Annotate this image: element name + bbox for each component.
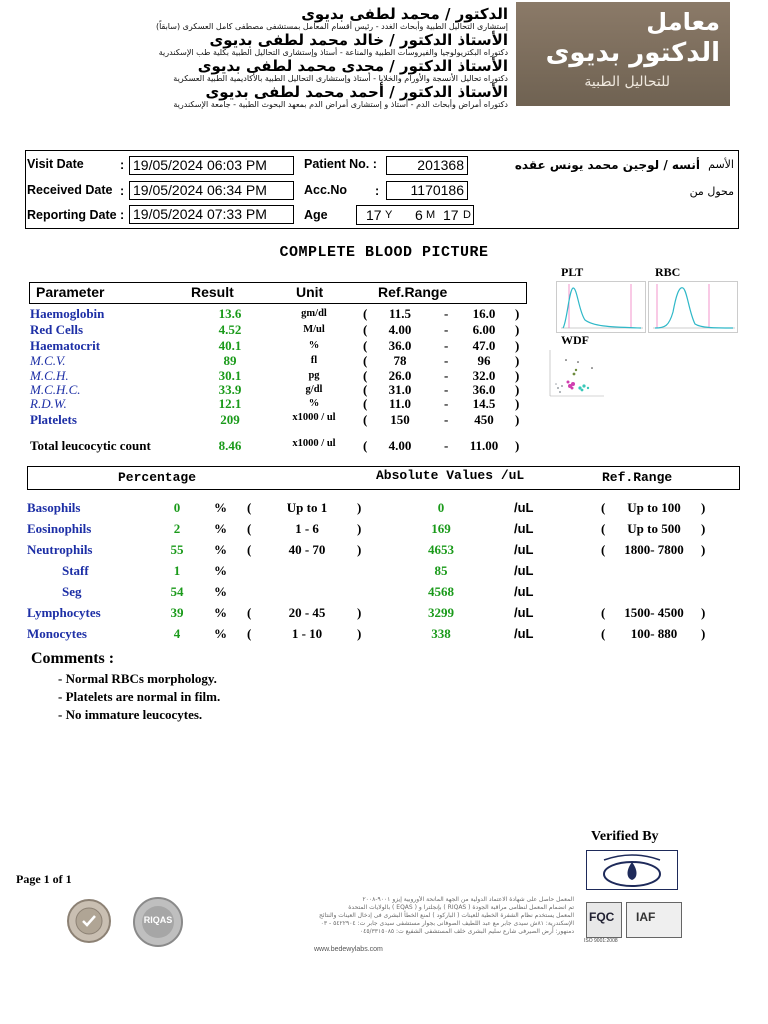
reporting-date-label: Reporting Date : (27, 208, 125, 222)
age-days: 17 (443, 207, 459, 223)
diff-percent-sign: % (214, 563, 227, 578)
diff-range-open: ( (247, 605, 252, 620)
footer-barcode-line: المعمل يستخدم نظام الشفرة الخطية للعينات ( الباركود ) لمنع الخطأ البشرى فى إدخال العينات والنتائج (318, 912, 574, 919)
cbc-ref-dash: - (444, 306, 449, 321)
header-absolute-values: Absolute Values /uL (376, 468, 525, 483)
cbc-result: 33.9 (218, 382, 242, 397)
cbc-result: 13.6 (218, 306, 242, 321)
footer-qc-line: تم انضمام المعمل لنظامى مراقبة الجودة ( RIQAS ) بإنجلترا و ( EQAS ) بالولايات المتحدة (348, 904, 574, 911)
cbc-ref-high: 32.0 (472, 368, 496, 383)
cbc-ref-open: ( (363, 338, 368, 353)
footer-accreditation (14, 890, 754, 952)
diff-percent: 0 (173, 500, 181, 515)
cbc-unit: % (308, 398, 320, 409)
cbc-unit: pg (308, 370, 320, 381)
diff-range: 1 - 6 (295, 521, 319, 536)
comment-line: - Platelets are normal in film. (58, 689, 221, 704)
cbc-ref-open: ( (363, 382, 368, 397)
lab-logo (516, 2, 730, 106)
patient-name-value: أنسه / لوجين محمد يونس عقده (514, 158, 700, 172)
diff-percent-sign: % (214, 500, 227, 515)
cbc-param-name: M.C.H. (30, 368, 69, 383)
diff-range-close: ) (357, 521, 362, 536)
diff-percent-sign: % (214, 521, 227, 536)
header-unit: Unit (296, 284, 324, 300)
diff-range-open: ( (247, 521, 252, 536)
tlc-ref-high: 11.00 (469, 438, 499, 453)
diff-ref-range: Up to 100 (627, 500, 681, 515)
diff-cell-name: Staff (62, 563, 89, 578)
diff-ref-range: 100- 880 (630, 626, 678, 641)
cbc-ref-dash: - (444, 396, 449, 411)
cbc-ref-open: ( (363, 322, 368, 337)
cbc-ref-high: 36.0 (472, 382, 496, 397)
wdf-graph-label: WDF (561, 333, 589, 347)
diff-percent-sign: % (214, 584, 227, 599)
cbc-ref-close: ) (515, 396, 520, 411)
diff-absolute-unit: /uL (514, 563, 534, 578)
visit-date-colon: : (120, 158, 125, 172)
cbc-ref-high: 47.0 (472, 338, 496, 353)
diff-percent: 1 (173, 563, 181, 578)
cbc-param-name: M.C.H.C. (30, 382, 81, 397)
cbc-param-name: Haemoglobin (30, 306, 105, 321)
cbc-ref-low: 36.0 (388, 338, 412, 353)
diff-ref-close: ) (701, 521, 706, 536)
diff-percent-sign: % (214, 542, 227, 557)
diff-cell-name: Lymphocytes (27, 605, 101, 620)
tlc-ref-dash: - (444, 438, 449, 453)
doctor-name-3: الأستاذ الدكتور / مجدى محمد لطفى بديوى (197, 57, 508, 75)
logo-line-1: معامل (646, 8, 720, 36)
tlc-result: 8.46 (218, 438, 242, 453)
visit-date-value: 19/05/2024 06:03 PM (129, 156, 294, 175)
age-years: 17 (366, 207, 382, 223)
header-parameter: Parameter (36, 284, 105, 300)
logo-line-3: للتحاليل الطبية (584, 74, 670, 90)
verification-stamp-icon (586, 850, 678, 890)
received-date-colon: : (120, 184, 125, 198)
cbc-ref-low: 4.00 (388, 322, 412, 337)
cbc-ref-low: 150 (390, 412, 410, 427)
diff-percent-sign: % (214, 605, 227, 620)
cbc-unit: g/dl (305, 384, 323, 395)
comments-list (58, 670, 220, 724)
diff-absolute: 169 (431, 521, 451, 536)
cbc-result: 30.1 (218, 368, 242, 383)
cbc-ref-close: ) (515, 306, 520, 321)
cbc-result: 12.1 (218, 396, 242, 411)
diff-percent: 39 (170, 605, 184, 620)
footer-accreditation-line: المعمل حاصل على شهادة الاعتماد الدولية من الجهة المانحة الأوروبية إيزو ٩٠٠١-٢٠٠٨ (362, 896, 574, 903)
cbc-ref-low: 26.0 (388, 368, 412, 383)
cbc-ref-dash: - (444, 322, 449, 337)
diff-range: Up to 1 (286, 500, 328, 515)
diff-percent: 54 (170, 584, 184, 599)
cbc-ref-dash: - (444, 353, 449, 368)
cbc-ref-low: 78 (393, 353, 407, 368)
diff-range-close: ) (357, 542, 362, 557)
lab-header-doctors (28, 5, 508, 109)
cbc-unit: gm/dl (301, 308, 327, 319)
cbc-ref-open: ( (363, 306, 368, 321)
diff-absolute-unit: /uL (514, 521, 534, 536)
iso-text: ISO 9001:2008 (584, 938, 618, 944)
age-months-unit: M (426, 209, 436, 221)
cbc-ref-high: 450 (474, 412, 494, 427)
cbc-unit: % (308, 340, 320, 351)
rbc-graph-label: RBC (655, 265, 681, 279)
doctor-name-2: الأستاذ الدكتور / خالد محمد لطفى بديوى (209, 31, 508, 49)
reporting-date-value: 19/05/2024 07:33 PM (129, 205, 294, 224)
doctor-name-4: الأستاذ الدكتور / أحمد محمد لطفى بديوى (205, 83, 508, 101)
diff-cell-name: Seg (62, 584, 82, 599)
cbc-ref-open: ( (363, 396, 368, 411)
cbc-param-name: Platelets (30, 412, 77, 427)
diff-ref-open: ( (601, 500, 606, 515)
verified-by-label: Verified By (591, 829, 659, 844)
header-result: Result (191, 284, 234, 300)
diff-ref-range: 1800- 7800 (624, 542, 684, 557)
diff-absolute-unit: /uL (514, 605, 534, 620)
tlc-ref-open: ( (363, 438, 368, 453)
diff-ref-close: ) (701, 626, 706, 641)
tlc-ref-low: 4.00 (388, 438, 412, 453)
footer-damanhour-address: دمنهور: أرض الصيرفى شارع سليم البشرى خلف المستشفى الشفيع ت: ٠٤٥/٣٣١٥٠٨٥ (359, 928, 574, 935)
cbc-ref-high: 6.00 (472, 322, 496, 337)
cbc-ref-low: 11.0 (388, 396, 412, 411)
rbc-histogram (648, 281, 738, 333)
diff-ref-range: 1500- 4500 (624, 605, 684, 620)
tlc-name: Total leucocytic count (30, 438, 151, 453)
patient-no-value: 201368 (386, 156, 468, 175)
patient-no-label: Patient No. : (304, 157, 377, 171)
cbc-param-name: Red Cells (30, 322, 84, 337)
diff-absolute: 338 (431, 626, 451, 641)
page-number: Page 1 of 1 (16, 872, 72, 886)
visit-date-label: Visit Date (27, 157, 84, 171)
cbc-result: 209 (220, 412, 240, 427)
iaf-text: IAF (636, 910, 656, 924)
cbc-param-name: R.D.W. (30, 396, 67, 411)
tlc-ref-close: ) (515, 438, 520, 453)
diff-percent-sign: % (214, 626, 227, 641)
cbc-param-name: M.C.V. (30, 353, 66, 368)
age-months: 6 (415, 207, 423, 223)
diff-absolute-unit: /uL (514, 584, 534, 599)
diff-range-open: ( (247, 626, 252, 641)
header-ref-range: Ref.Range (378, 284, 448, 300)
diff-cell-name: Monocytes (27, 626, 87, 641)
doctor-title-3: دكتوراه تحاليل الأنسجة والأورام والخلايا - أستاذ وإستشارى التحاليل الطبية بالأكاديمية الطبية العسكرية (173, 74, 508, 83)
wdf-scattergram (548, 348, 606, 398)
diff-range: 1 - 10 (291, 626, 323, 641)
doctor-title-2: دكتوراه البكتريولوجيا والفيروسات الطبية والمناعة - أستاذ وإستشارى التحاليل الطبية بكلية طب الإسكندرية (158, 48, 508, 57)
diff-cell-name: Neutrophils (27, 542, 93, 557)
diff-percent: 4 (173, 626, 181, 641)
diff-absolute: 0 (437, 500, 445, 515)
cbc-ref-close: ) (515, 338, 520, 353)
diff-ref-close: ) (701, 500, 706, 515)
diff-cell-name: Basophils (27, 500, 81, 515)
diff-absolute: 4568 (428, 584, 454, 599)
diff-ref-range: Up to 500 (627, 521, 681, 536)
cbc-ref-low: 11.5 (388, 306, 412, 321)
fqc-text: FQC (589, 910, 615, 924)
plt-graph-label: PLT (561, 265, 584, 279)
acc-no-colon: : (375, 184, 380, 198)
diff-absolute: 3299 (428, 605, 454, 620)
cbc-ref-open: ( (363, 353, 368, 368)
diff-percent: 55 (170, 542, 184, 557)
diff-percent: 2 (173, 521, 181, 536)
age-years-unit: Y (385, 209, 393, 221)
footer-text-block (204, 896, 574, 936)
cbc-ref-high: 96 (477, 353, 491, 368)
report-title: COMPLETE BLOOD PICTURE (279, 244, 489, 261)
age-value (356, 205, 474, 225)
cbc-result: 4.52 (218, 322, 242, 337)
footer-alex-address: الإسكندرية: ٨١ش سيدى جابر مع عبد اللطيف الصوفانى بجوار مستشفى سيدى جابر ت: ٥٤٢٢٩٠٤ - ٠٣ (320, 920, 574, 927)
cbc-ref-dash: - (444, 338, 449, 353)
doctor-title-4: دكتوراه أمراض وأبحاث الدم - أستاذ و إستشارى أمراض الدم بمعهد البحوث الطبية - جامعة الإسكندرية (173, 100, 508, 109)
age-label: Age (304, 208, 328, 222)
comments-title: Comments : (31, 650, 115, 667)
cbc-result: 40.1 (218, 338, 242, 353)
acc-no-value: 1170186 (386, 181, 468, 200)
diff-range-open: ( (247, 542, 252, 557)
diff-ref-open: ( (601, 521, 606, 536)
received-date-value: 19/05/2024 06:34 PM (129, 181, 294, 200)
diff-absolute: 85 (434, 563, 448, 578)
doctor-title-1: إستشارى التحاليل الطبية وأبحاث الغدد - رئيس أقسام المعامل بمستشفى مصطفى كامل العسكرى (سابقاً) (155, 22, 508, 31)
acc-no-label: Acc.No (304, 183, 348, 197)
diff-cell-name: Eosinophils (27, 521, 92, 536)
diff-range (270, 560, 344, 581)
cbc-ref-close: ) (515, 353, 520, 368)
diff-range-close: ) (357, 626, 362, 641)
cbc-unit: fl (310, 355, 318, 366)
header-percentage: Percentage (118, 470, 197, 485)
received-date-label: Received Date (27, 183, 113, 197)
plt-histogram (556, 281, 646, 333)
cbc-result: 89 (223, 353, 237, 368)
header-diff-ref-range: Ref.Range (602, 470, 673, 485)
diff-ref-open: ( (601, 626, 606, 641)
cbc-ref-open: ( (363, 368, 368, 383)
doctor-name-1: الدكتور / محمد لطفى بديوى (301, 5, 508, 23)
cbc-ref-open: ( (363, 412, 368, 427)
cbc-ref-dash: - (444, 412, 449, 427)
diff-range: 40 - 70 (288, 542, 326, 557)
diff-ref-close: ) (701, 605, 706, 620)
cbc-ref-close: ) (515, 322, 520, 337)
diff-range: 20 - 45 (288, 605, 326, 620)
cbc-ref-dash: - (444, 382, 449, 397)
diff-ref-close: ) (701, 542, 706, 557)
diff-absolute-unit: /uL (514, 500, 534, 515)
cbc-unit: M/ul (303, 324, 325, 335)
referred-from-label: محول من (689, 185, 734, 198)
cbc-ref-high: 16.0 (472, 306, 496, 321)
cbc-ref-dash: - (444, 368, 449, 383)
logo-line-2: الدكتور بديوى (545, 38, 720, 68)
footer-website: www.bedewylabs.com (314, 946, 383, 953)
quality-seal-icon (66, 898, 112, 944)
cbc-ref-low: 31.0 (388, 382, 412, 397)
diff-range (270, 581, 344, 602)
patient-name-label: الأسم (708, 158, 734, 171)
cbc-ref-close: ) (515, 412, 520, 427)
diff-ref-range (616, 560, 692, 581)
diff-absolute-unit: /uL (514, 542, 534, 557)
cbc-param-name: Haematocrit (30, 338, 101, 353)
diff-range-open: ( (247, 500, 252, 515)
age-days-unit: D (463, 209, 471, 221)
cbc-ref-high: 14.5 (472, 396, 496, 411)
diff-ref-range (616, 581, 692, 602)
diff-range-close: ) (357, 605, 362, 620)
diff-absolute-unit: /uL (514, 626, 534, 641)
diff-ref-open: ( (601, 605, 606, 620)
comment-line: - No immature leucocytes. (58, 707, 203, 722)
diff-absolute: 4653 (428, 542, 454, 557)
cbc-unit: x1000 / ul (292, 412, 336, 423)
cbc-ref-close: ) (515, 382, 520, 397)
cbc-ref-close: ) (515, 368, 520, 383)
diff-range-close: ) (357, 500, 362, 515)
tlc-unit: x1000 / ul (292, 438, 336, 449)
comment-line: - Normal RBCs morphology. (58, 671, 217, 686)
diff-ref-open: ( (601, 542, 606, 557)
riqas-text: RIQAS (143, 915, 173, 925)
